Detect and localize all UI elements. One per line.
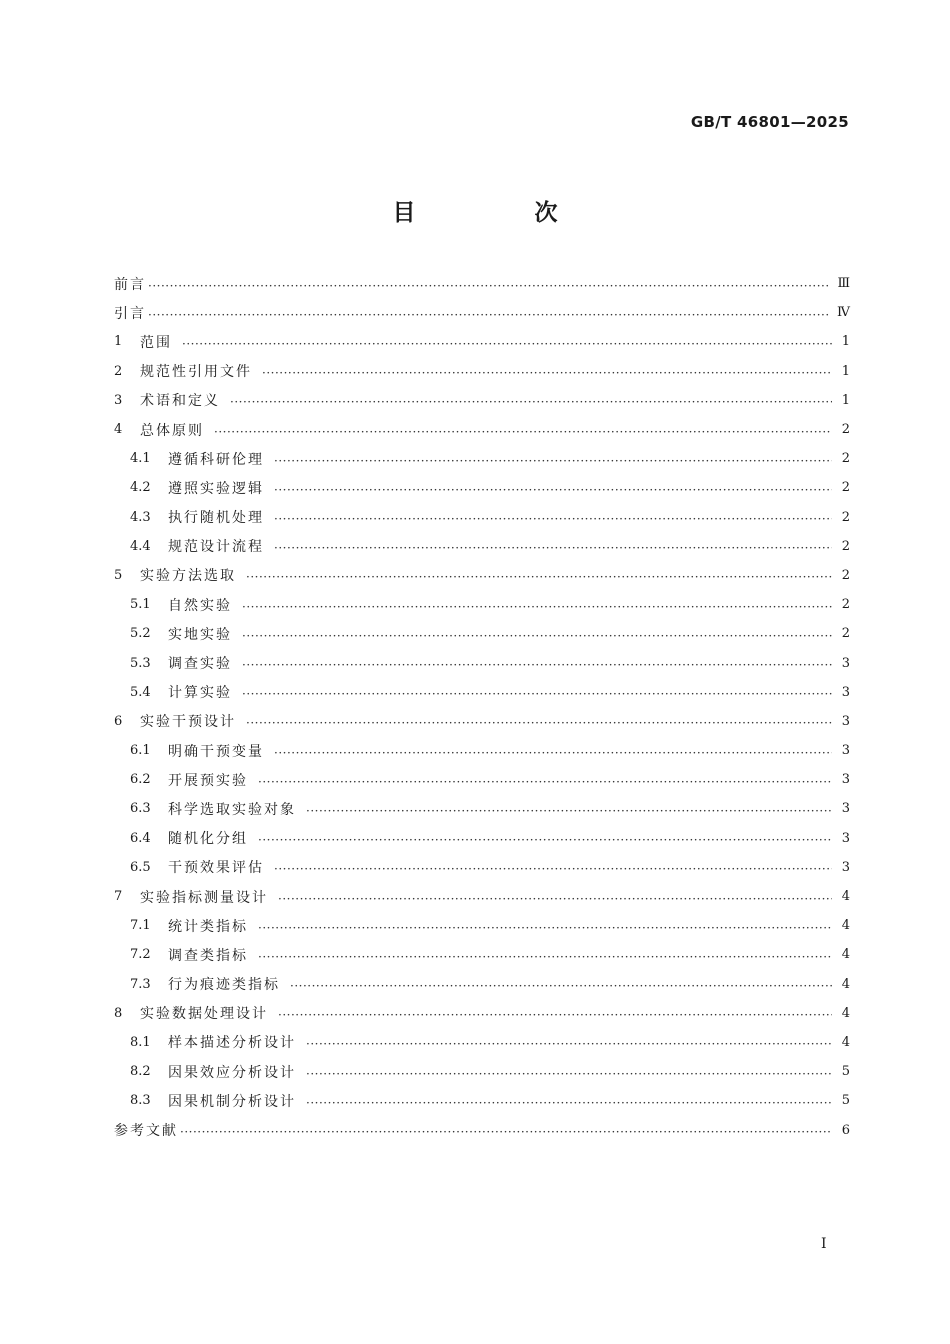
toc-entry[interactable]	[114, 590, 850, 619]
toc-entry-page: Ⅲ	[837, 276, 850, 292]
toc-entry-label: 随机化分组	[168, 831, 248, 848]
toc-dot-leader	[242, 599, 832, 613]
toc-entry[interactable]	[114, 269, 850, 298]
toc-entry[interactable]	[114, 940, 850, 969]
toc-entry-page: 3	[841, 684, 850, 700]
toc-entry-page: 2	[841, 422, 850, 438]
page-number: Ⅰ	[821, 1236, 827, 1252]
toc-entry-page: 2	[841, 626, 850, 642]
toc-entry[interactable]	[114, 707, 850, 736]
toc-entry-number: 2	[114, 363, 123, 379]
toc-entry-page: 3	[841, 830, 850, 846]
table-of-contents	[114, 269, 850, 1145]
toc-entry[interactable]	[114, 444, 850, 473]
page-title: 目 次	[392, 200, 606, 226]
toc-entry-page: 1	[841, 363, 850, 379]
toc-entry[interactable]	[114, 911, 850, 940]
toc-dot-leader	[274, 482, 832, 496]
toc-entry-number: 7	[114, 889, 123, 905]
toc-entry-label: 遵循科研伦理	[168, 451, 264, 468]
toc-entry-page: 2	[841, 597, 850, 613]
toc-entry-page: 3	[841, 713, 850, 729]
toc-entry-label: 规范性引用文件	[140, 364, 252, 381]
toc-entry[interactable]	[114, 298, 850, 327]
standard-code: GB/T 46801—2025	[690, 113, 849, 131]
toc-entry-label: 科学选取实验对象	[168, 801, 296, 818]
toc-entry-number: 8	[114, 1005, 123, 1021]
toc-entry[interactable]	[114, 619, 850, 648]
toc-dot-leader	[182, 336, 832, 350]
toc-dot-leader	[246, 715, 832, 729]
toc-dot-leader	[306, 1066, 832, 1080]
toc-entry[interactable]	[114, 853, 850, 882]
toc-dot-leader	[258, 832, 832, 846]
toc-dot-leader	[214, 424, 832, 438]
toc-entry-label: 总体原则	[140, 422, 204, 439]
toc-entry[interactable]	[114, 999, 850, 1028]
toc-entry-number: 7.3	[130, 976, 151, 992]
toc-entry-label: 参考文献	[114, 1123, 178, 1140]
toc-entry-label: 实验指标测量设计	[140, 889, 268, 906]
toc-entry-page: 6	[841, 1122, 850, 1138]
toc-dot-leader	[278, 1007, 832, 1021]
toc-dot-leader	[278, 891, 832, 905]
toc-entry-label: 调查类指标	[168, 947, 248, 964]
toc-entry[interactable]	[114, 357, 850, 386]
toc-entry-number: 7.1	[130, 918, 151, 934]
toc-entry[interactable]	[114, 794, 850, 823]
toc-entry-page: 2	[841, 509, 850, 525]
toc-entry[interactable]	[114, 1115, 850, 1144]
toc-entry-label: 行为痕迹类指标	[168, 977, 280, 994]
toc-dot-leader	[306, 1036, 832, 1050]
toc-entry-label: 前言	[114, 276, 146, 293]
toc-dot-leader	[230, 394, 832, 408]
toc-entry-label: 开展预实验	[168, 772, 248, 789]
toc-entry-number: 8.3	[130, 1093, 151, 1109]
toc-entry-page: 4	[841, 947, 850, 963]
toc-entry-label: 调查实验	[168, 656, 232, 673]
toc-entry-label: 样本描述分析设计	[168, 1035, 296, 1052]
toc-entry-number: 5.2	[130, 626, 151, 642]
toc-entry-number: 5.3	[130, 655, 151, 671]
toc-entry-label: 自然实验	[168, 597, 232, 614]
toc-dot-leader	[242, 657, 832, 671]
toc-entry-number: 8.1	[130, 1034, 151, 1050]
toc-entry[interactable]	[114, 648, 850, 677]
toc-dot-leader	[246, 569, 832, 583]
toc-entry-number: 4.4	[130, 538, 151, 554]
toc-dot-leader	[306, 1095, 832, 1109]
toc-dot-leader	[274, 453, 832, 467]
toc-entry[interactable]	[114, 327, 850, 356]
toc-entry[interactable]	[114, 765, 850, 794]
toc-entry-label: 实验干预设计	[140, 714, 236, 731]
toc-entry-number: 4	[114, 422, 123, 438]
toc-entry-label: 因果效应分析设计	[168, 1064, 296, 1081]
toc-entry-label: 引言	[114, 305, 146, 322]
toc-entry[interactable]	[114, 1086, 850, 1115]
toc-entry-page: 4	[841, 976, 850, 992]
toc-entry-number: 4.2	[130, 480, 151, 496]
toc-entry[interactable]	[114, 561, 850, 590]
toc-dot-leader	[148, 278, 829, 292]
toc-entry-number: 5.4	[130, 684, 151, 700]
toc-entry-label: 计算实验	[168, 685, 232, 702]
toc-entry-number: 4.3	[130, 509, 151, 525]
toc-entry[interactable]	[114, 1028, 850, 1057]
toc-entry-page: 1	[841, 334, 850, 350]
toc-entry-label: 统计类指标	[168, 918, 248, 935]
toc-entry-page: 4	[841, 1034, 850, 1050]
toc-entry-number: 6.2	[130, 772, 151, 788]
toc-entry-page: 3	[841, 655, 850, 671]
toc-entry-label: 干预效果评估	[168, 860, 264, 877]
toc-entry-number: 1	[114, 334, 123, 350]
toc-entry-label: 实验数据处理设计	[140, 1006, 268, 1023]
toc-entry-number: 8.2	[130, 1064, 151, 1080]
toc-entry[interactable]	[114, 678, 850, 707]
toc-entry[interactable]	[114, 1057, 850, 1086]
toc-entry-number: 4.1	[130, 451, 151, 467]
toc-dot-leader	[258, 949, 832, 963]
toc-entry-label: 实验方法选取	[140, 568, 236, 585]
toc-entry[interactable]	[114, 415, 850, 444]
toc-entry-label: 范围	[140, 334, 172, 351]
toc-dot-leader	[274, 540, 832, 554]
toc-entry-page: 2	[841, 451, 850, 467]
toc-entry-number: 7.2	[130, 947, 151, 963]
toc-entry-page: 3	[841, 772, 850, 788]
toc-dot-leader	[274, 511, 832, 525]
toc-entry[interactable]	[114, 882, 850, 911]
toc-dot-leader	[306, 803, 832, 817]
toc-entry-number: 6.3	[130, 801, 151, 817]
toc-entry-label: 术语和定义	[140, 393, 220, 410]
toc-dot-leader	[242, 628, 832, 642]
toc-entry[interactable]	[114, 970, 850, 999]
toc-entry[interactable]	[114, 386, 850, 415]
toc-entry-page: 2	[841, 480, 850, 496]
toc-dot-leader	[274, 861, 832, 875]
toc-dot-leader	[274, 745, 832, 759]
toc-entry[interactable]	[114, 736, 850, 765]
toc-entry-page: 5	[841, 1093, 850, 1109]
toc-dot-leader	[290, 978, 832, 992]
toc-entry[interactable]	[114, 503, 850, 532]
toc-entry-page: Ⅳ	[837, 305, 850, 321]
toc-entry[interactable]	[114, 532, 850, 561]
toc-dot-leader	[242, 686, 832, 700]
toc-entry-label: 执行随机处理	[168, 510, 264, 527]
toc-entry-page: 3	[841, 859, 850, 875]
toc-entry-page: 4	[841, 889, 850, 905]
toc-entry-number: 5	[114, 567, 123, 583]
toc-entry-page: 4	[841, 918, 850, 934]
toc-entry-page: 2	[841, 567, 850, 583]
toc-entry-number: 6.5	[130, 859, 151, 875]
toc-entry-page: 2	[841, 538, 850, 554]
toc-entry-label: 明确干预变量	[168, 743, 264, 760]
toc-entry-label: 因果机制分析设计	[168, 1093, 296, 1110]
toc-entry-number: 6	[114, 713, 123, 729]
toc-entry-label: 实地实验	[168, 626, 232, 643]
toc-entry-number: 6.4	[130, 830, 151, 846]
toc-dot-leader	[262, 365, 832, 379]
toc-entry-number: 6.1	[130, 743, 151, 759]
toc-entry-page: 1	[841, 392, 850, 408]
toc-entry-page: 3	[841, 801, 850, 817]
toc-entry-label: 遵照实验逻辑	[168, 480, 264, 497]
toc-entry-label: 规范设计流程	[168, 539, 264, 556]
toc-entry-page: 5	[841, 1064, 850, 1080]
toc-dot-leader	[148, 307, 829, 321]
toc-entry[interactable]	[114, 824, 850, 853]
toc-entry-number: 3	[114, 392, 123, 408]
toc-dot-leader	[258, 920, 832, 934]
toc-dot-leader	[180, 1124, 832, 1138]
toc-entry-number: 5.1	[130, 597, 151, 613]
toc-entry[interactable]	[114, 473, 850, 502]
toc-dot-leader	[258, 774, 832, 788]
toc-entry-page: 3	[841, 743, 850, 759]
toc-entry-page: 4	[841, 1005, 850, 1021]
